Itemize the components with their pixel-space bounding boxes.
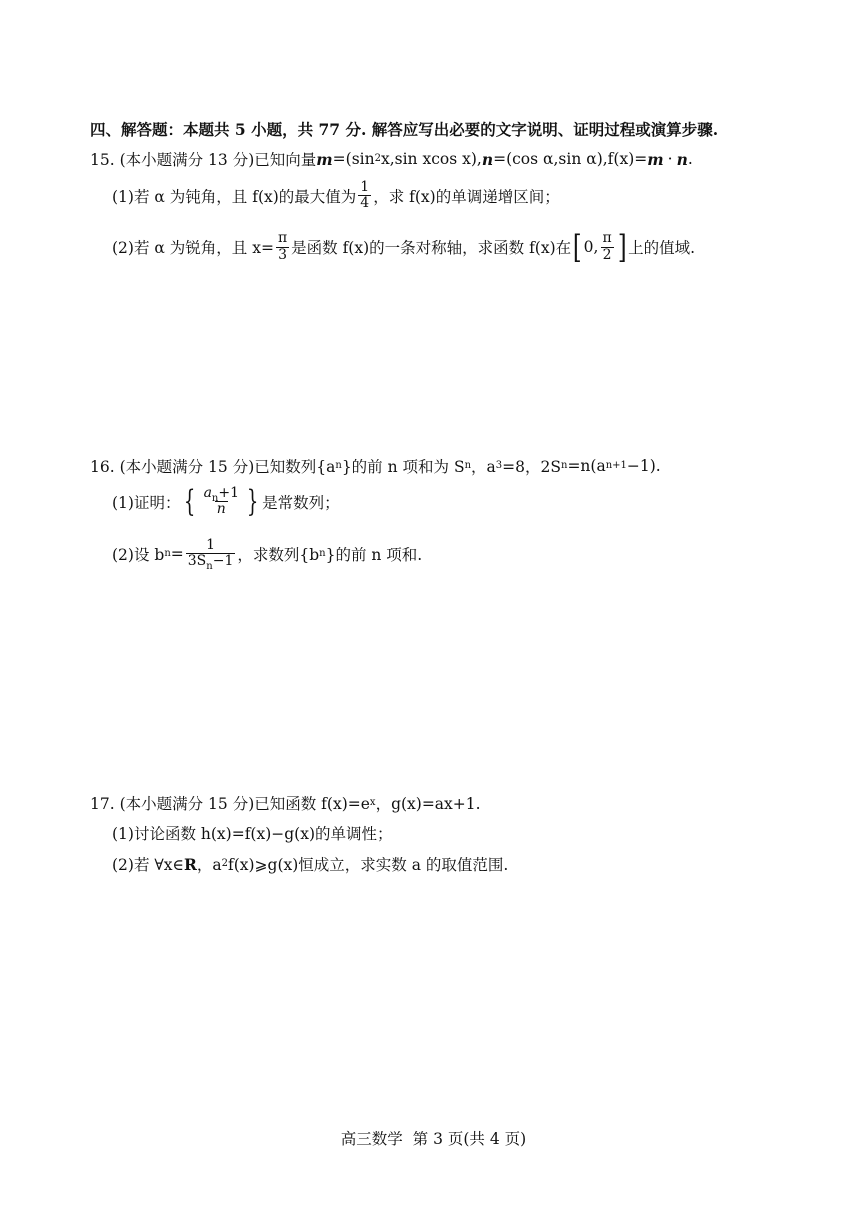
q15-part2-text: (2)若 α 为锐角，且 x= <box>112 239 274 257</box>
plus-one: +1 <box>218 485 240 501</box>
q15-part1-text: ，求 f(x)的单调递增区间； <box>373 187 560 206</box>
right-brace: } <box>246 483 259 519</box>
var-a: a <box>203 485 212 501</box>
q15-vector-m: m <box>647 149 664 169</box>
fraction <box>202 486 241 518</box>
q15-part1 <box>112 180 560 212</box>
real-set-symbol: R <box>183 854 197 874</box>
q16-part1-text: (1)证明： <box>112 493 181 512</box>
q15-part2-text: 上的值域. <box>628 239 696 257</box>
q15-text: . <box>687 150 693 168</box>
fraction <box>358 180 371 212</box>
q16-text: =8，2S <box>502 458 561 476</box>
fraction-numerator: π <box>277 230 288 247</box>
q17-text: 17. (本小题满分 15 分)已知函数 f(x)=e <box>90 795 370 813</box>
q16-part2-text: }的前 n 项和. <box>325 545 423 564</box>
subscript: n <box>211 492 219 504</box>
q15-vector-m: m <box>316 149 333 169</box>
denom-part: 3S <box>187 553 207 570</box>
q16-part2: (2)设 b n = $\frac{1}{3S_n-1}$ ，求数列{b n }的前 n 项和. <box>112 537 423 573</box>
q17-part2: (2)若 ∀x∈ R ，a 2 f(x)⩾g(x)恒成立，求实数 a 的取值范围. <box>112 854 509 874</box>
q16-part1-text: 是常数列； <box>262 493 340 512</box>
q16-text: }的前 n 项和为 S <box>341 458 465 476</box>
q17-part2-text: f(x)⩾g(x)恒成立，求实数 a 的取值范围. <box>227 856 509 874</box>
q15-dot: · <box>667 150 673 168</box>
q16-part2-text: (2)设 b <box>112 545 165 564</box>
q17-part2-text: (2)若 ∀x∈ <box>112 856 184 874</box>
q16-text: 16. (本小题满分 15 分)已知数列{a <box>90 458 336 476</box>
q16-text: ，a <box>471 458 496 476</box>
section-header <box>90 118 718 140</box>
q15-part2-text: 是函数 f(x)的一条对称轴，求函数 f(x)在 <box>291 239 572 257</box>
fraction <box>186 537 236 573</box>
q17-text: ，g(x)=ax+1. <box>375 795 481 813</box>
fraction-numerator: 1 <box>360 179 370 195</box>
fraction-denominator: 2 <box>602 246 612 263</box>
q16-part2-text: ，求数列{b <box>237 545 320 564</box>
left-bracket: [ <box>573 228 582 266</box>
q15-stem: 15. (本小题满分 13 分)已知向量 m =(sin 2 x,sin xcos x), n =(cos α,sin α),f(x)= m · n . <box>90 149 693 169</box>
q17-part2-text: ，a <box>196 856 222 874</box>
section-header-text: 四、解答题：本题共 5 小题，共 77 分. 解答应写出必要的文字说明、证明过程或演算步骤. <box>90 120 719 139</box>
q16-text: =n(a <box>567 457 606 475</box>
fraction-denominator: 3 <box>278 246 287 263</box>
q15-part1-text: (1)若 α 为钝角，且 f(x)的最大值为 <box>112 187 357 206</box>
q16-text: −1). <box>626 457 661 475</box>
q15-text: 15. (本小题满分 13 分)已知向量 <box>90 151 317 169</box>
q17-part1-text: (1)讨论函数 h(x)=f(x)−g(x)的单调性； <box>112 825 393 843</box>
fraction-numerator: 1 <box>206 537 216 553</box>
interval-start: 0, <box>583 238 599 256</box>
q15-text: x,sin xcos x), <box>380 150 482 168</box>
q16-part1 <box>112 483 340 519</box>
q15-vector-n: n <box>676 149 688 169</box>
left-brace: { <box>184 483 196 519</box>
footer-text: 高三数学 第 3 页(共 4 页) <box>340 1130 527 1148</box>
subscript: n <box>206 561 213 573</box>
fraction-numerator: π <box>602 230 612 247</box>
denom-part: −1 <box>212 553 234 570</box>
page-footer <box>0 1127 867 1149</box>
right-bracket: ] <box>617 228 627 266</box>
q15-vector-n: n <box>481 149 494 169</box>
q17-stem: 17. (本小题满分 15 分)已知函数 f(x)=e x ，g(x)=ax+1. <box>90 792 481 814</box>
fraction-denominator <box>186 553 236 573</box>
fraction-numerator <box>202 485 241 504</box>
q16-part2-text: = <box>170 544 184 563</box>
q16-stem: 16. (本小题满分 15 分)已知数列{a n }的前 n 项和为 S n ，a 3 =8，2S n =n(a n+1 −1). <box>90 457 661 476</box>
q17-part1 <box>112 822 393 844</box>
fraction <box>276 231 289 263</box>
fraction <box>600 231 613 263</box>
fraction-denominator: 4 <box>360 195 370 212</box>
fraction-denominator: n <box>216 501 226 518</box>
q15-part2 <box>112 228 696 266</box>
q15-text: =(sin <box>332 150 375 168</box>
q15-text: =(cos α,sin α),f(x)= <box>493 150 648 168</box>
